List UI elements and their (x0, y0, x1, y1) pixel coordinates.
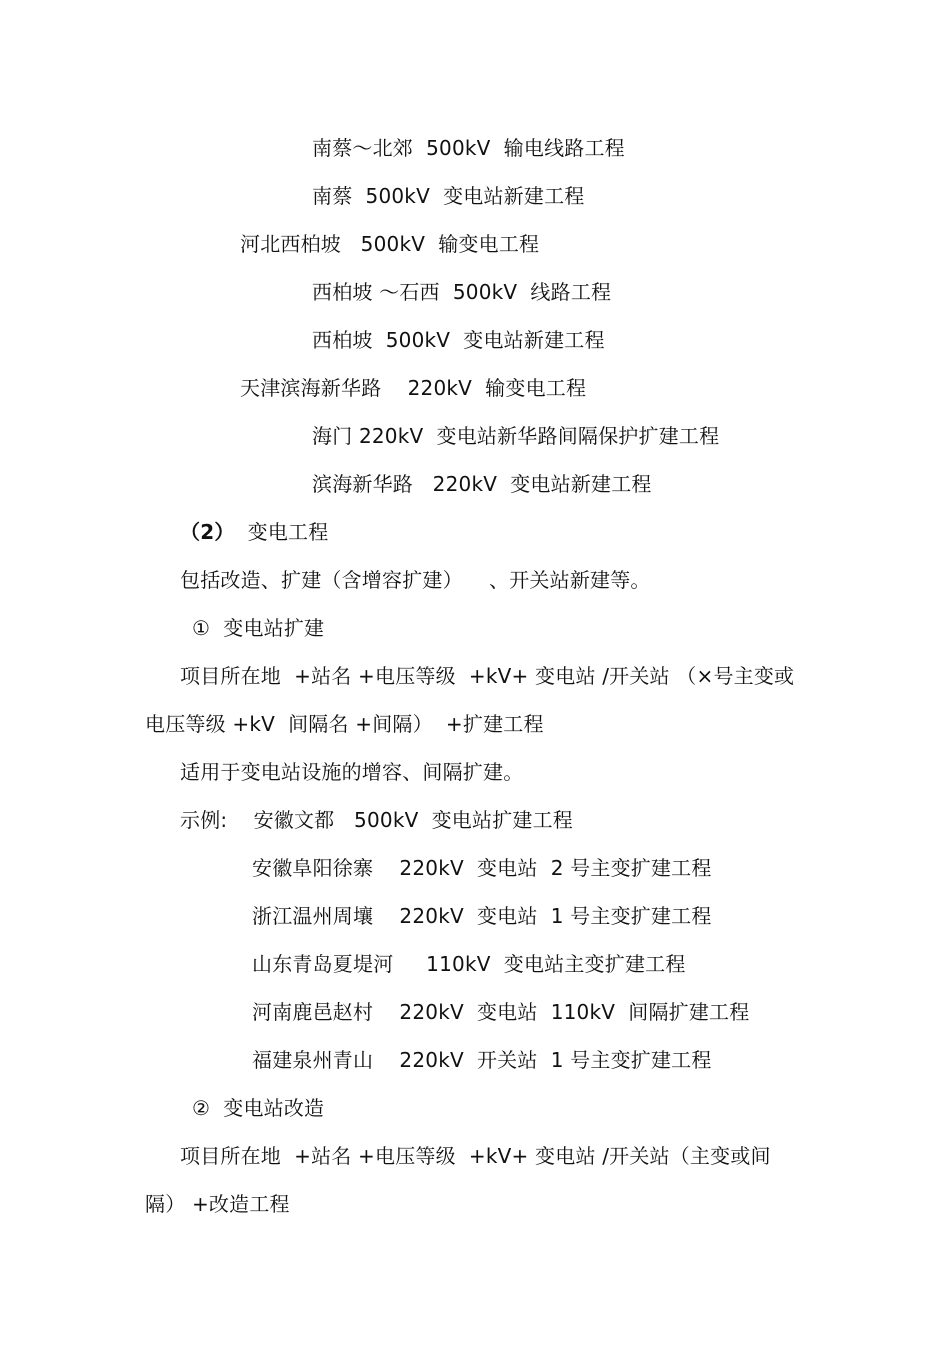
text-line: 西柏坡 500kV 变电站新建工程 (312, 328, 605, 352)
text-line: 河北西柏坡 500kV 输变电工程 (240, 232, 540, 256)
text-line: 电压等级 +kV 间隔名 +间隔） +扩建工程 (145, 712, 544, 736)
text-line: 南蔡 500kV 变电站新建工程 (312, 184, 585, 208)
subsection-heading: ② 变电站改造 (192, 1096, 325, 1120)
text-line: 项目所在地 +站名 +电压等级 +kV+ 变电站 /开关站 （×号主变或 (180, 664, 795, 688)
text-line: 隔） +改造工程 (145, 1192, 290, 1216)
example-line: 浙江温州周壤 220kV 变电站 1 号主变扩建工程 (252, 904, 712, 928)
example-line: 福建泉州青山 220kV 开关站 1 号主变扩建工程 (252, 1048, 712, 1072)
text-line: 滨海新华路 220kV 变电站新建工程 (312, 472, 652, 496)
section-title: 变电工程 (247, 520, 329, 544)
section-heading (180, 518, 328, 546)
text-line: 西柏坡 ～石西 500kV 线路工程 (312, 280, 612, 304)
example-line: 山东青岛夏堤河 110kV 变电站主变扩建工程 (252, 952, 686, 976)
example-line: 河南鹿邑赵村 220kV 变电站 110kV 间隔扩建工程 (252, 1000, 750, 1024)
text-line: 南蔡～北郊 500kV 输电线路工程 (312, 136, 625, 160)
text-line: 海门 220kV 变电站新华路间隔保护扩建工程 (312, 424, 720, 448)
example-line: 示例: 安徽文都 500kV 变电站扩建工程 (180, 808, 573, 832)
section-number: （2） (180, 520, 235, 544)
text-line: 包括改造、扩建（含增容扩建） 、开关站新建等。 (180, 568, 651, 592)
subsection-heading: ① 变电站扩建 (192, 616, 325, 640)
example-line: 安徽阜阳徐寨 220kV 变电站 2 号主变扩建工程 (252, 856, 712, 880)
text-line: 项目所在地 +站名 +电压等级 +kV+ 变电站 /开关站（主变或间 (180, 1144, 771, 1168)
text-line: 适用于变电站设施的增容、间隔扩建。 (180, 760, 524, 784)
text-line: 天津滨海新华路 220kV 输变电工程 (240, 376, 587, 400)
